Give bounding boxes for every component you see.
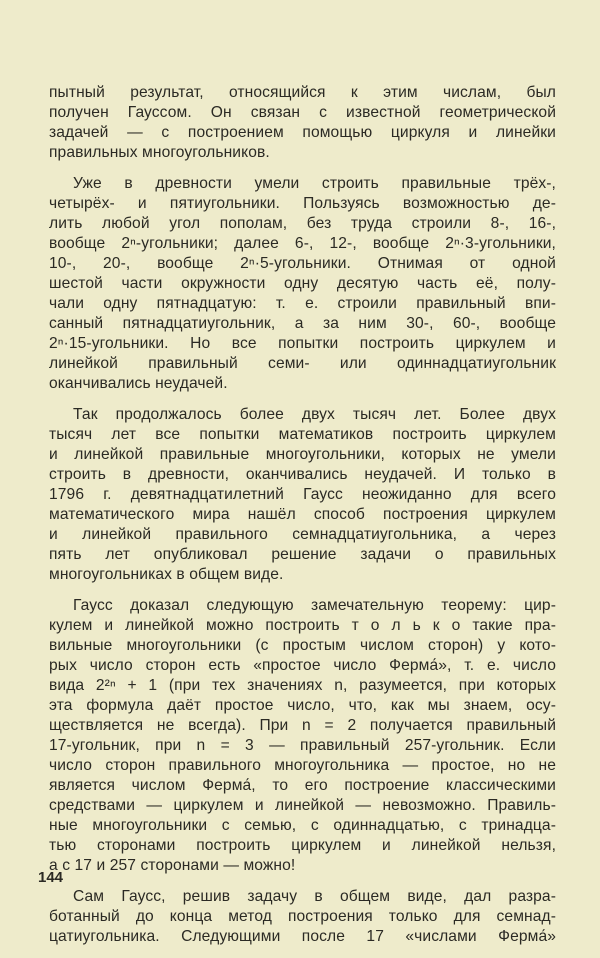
text-line: вида 2²ⁿ + 1 (при тех значениях n, разумеется, при которых <box>49 677 556 694</box>
text-line: вильные многоугольники (с простым числом сторон) у кото- <box>49 637 556 654</box>
paragraph <box>49 174 556 394</box>
text-line: кулем и линейкой можно построить т о л ь к о такие пра- <box>49 617 556 634</box>
text-line: Сам Гаусс, решив задачу в общем виде, дал разра- <box>73 888 556 905</box>
text-line: ные многоугольники с семью, с одиннадцатью, с тринадца- <box>49 817 556 834</box>
text-line: цатиугольника. Следующими после 17 «числами Ферма́» <box>49 928 556 945</box>
text-line: а с 17 и 257 сторонами — можно! <box>49 857 296 874</box>
text-line: четырёх- и пятиугольники. Пользуясь возможностью де- <box>49 195 556 212</box>
text-line: тысяч лет все попытки математиков построить циркулем <box>49 426 556 443</box>
text-line: шестой части окружности одну десятую часть её, полу- <box>49 275 556 292</box>
paragraph <box>49 596 556 876</box>
text-line: и линейкой правильные многоугольники, которых не умели <box>49 446 556 463</box>
text-line: средствами — циркулем и линейкой — невозможно. Правиль- <box>49 797 556 814</box>
text-line: пытный результат, относящийся к этим числам, был <box>49 84 556 101</box>
text-line: 17-угольник, при n = 3 — правильный 257-угольник. Если <box>49 737 556 754</box>
text-line: 2ⁿ·15-угольники. Но все попытки построить циркулем и <box>49 335 556 352</box>
text-line: Уже в древности умели строить правильные трёх-, <box>73 175 556 192</box>
text-line: рых число сторон есть «простое число Ферма́», т. е. число <box>49 657 556 674</box>
text-line: получен Гауссом. Он связан с известной геометрической <box>49 104 556 121</box>
paragraph <box>49 405 556 585</box>
text-line: 1796 г. девятнадцатилетний Гаусс неожиданно для всего <box>49 486 556 503</box>
text-line: математического мира нашёл способ построения циркулем <box>49 506 556 523</box>
text-line: пять лет опубликовал решение задачи о правильных <box>49 546 556 563</box>
text-line: оканчивались неудачей. <box>49 375 228 392</box>
page-body <box>49 83 556 958</box>
text-line: число сторон правильного многоугольника — простое, но не <box>49 757 556 774</box>
paragraph <box>49 887 556 947</box>
text-line: является числом Ферма́, то его построение классическими <box>49 777 556 794</box>
text-line: лить любой угол пополам, без труда строили 8-, 16-, <box>49 215 556 232</box>
paragraph <box>49 83 556 163</box>
text-line: многоугольниках в общем виде. <box>49 566 284 583</box>
text-line: линейкой правильный семи- или одиннадцатиугольник <box>49 355 556 372</box>
text-line: вообще 2ⁿ-угольники; далее 6-, 12-, вообще 2ⁿ·3-угольники, <box>49 235 556 252</box>
text-line: правильных многоугольников. <box>49 144 270 161</box>
text-line: ботанный до конца метод построения только для семнад- <box>49 908 556 925</box>
text-line: санный пятнадцатиугольник, а за ним 30-, 60-, вообще <box>49 315 556 332</box>
text-line: строить в древности, оканчивались неудачей. И только в <box>49 466 556 483</box>
text-line: и линейкой правильного семнадцатиугольника, а через <box>49 526 556 543</box>
text-line: чали одну пятнадцатую: т. е. строили правильный впи- <box>49 295 556 312</box>
text-line: 10-, 20-, вообще 2ⁿ·5-угольники. Отнимая от одной <box>49 255 556 272</box>
text-line: Так продолжалось более двух тысяч лет. Более двух <box>73 406 556 423</box>
text-line: Гаусс доказал следующую замечательную теорему: цир- <box>73 597 556 614</box>
page-number: 144 <box>38 869 64 886</box>
text-line: задачей — с построением помощью циркуля и линейки <box>49 124 556 141</box>
text-line: ществляется не всегда). При n = 2 получается правильный <box>49 717 556 734</box>
text-line: эта формула даёт простое число, что, как мы знаем, осу- <box>49 697 556 714</box>
text-line: тью сторонами построить циркулем и линейкой нельзя, <box>49 837 556 854</box>
